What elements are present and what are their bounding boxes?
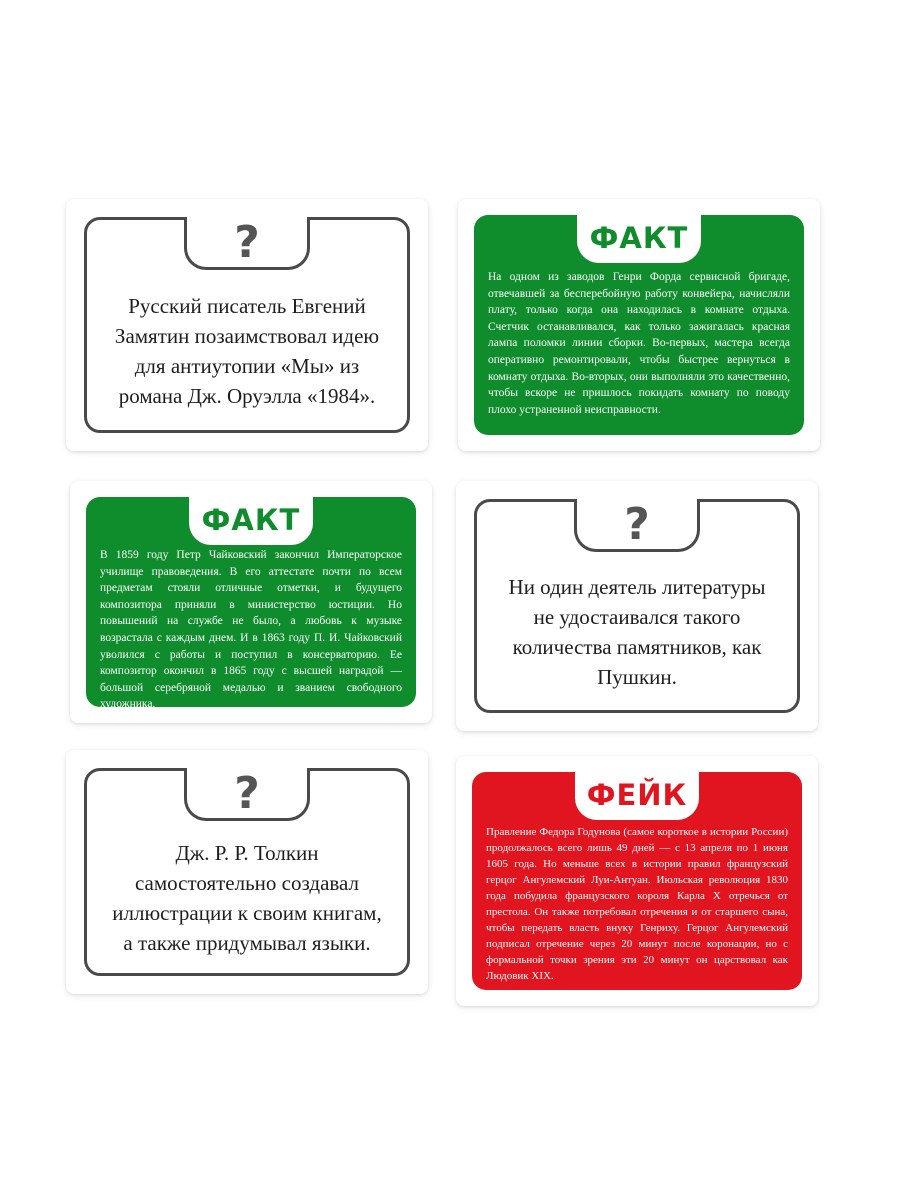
question-mark-icon: ? (624, 499, 650, 550)
fact-tab (577, 213, 701, 263)
question-frame (474, 499, 800, 713)
fact-text: В 1859 году Петр Чайковский закончил Императорское училище правоведения. В его аттестате почти по всем предметам стояли отличные отметки, и будущего композитора приняли в министерство юстиции. Но повышений на службе не было, а любовь к музыке возрастала с каждым днем. И в 1863 году П. И. Чайковский уволился с работы и поступил в консерваторию. Ее композитор окончил в 1865 году с высшей наградой — большой серебряной медалью и званием свободного художника. (100, 549, 402, 711)
fact-card-ford (458, 199, 820, 451)
question-mark-icon: ? (234, 217, 260, 268)
fake-card-godunov (456, 756, 818, 1006)
fact-panel (474, 215, 804, 435)
question-card-pushkin (456, 481, 818, 731)
question-tab (574, 499, 700, 552)
question-card-zamyatin (66, 199, 428, 451)
question-tab (184, 217, 310, 270)
question-frame (84, 768, 410, 976)
question-card-tolkien (66, 750, 428, 994)
fake-tab (575, 770, 699, 820)
question-text: Ни один деятель литературы не удостаивался такого количества памятников, как Пушкин. (508, 575, 766, 689)
fake-text: Правление Федора Годунова (самое короткое в истории России) продолжалось всего лишь 49 дней — с 13 апреля по 1 июня 1605 года. Но меньше всех в истории правил французский герцог Ангулемский Луи-Антуан. Июльская революция 1830 года побудила французского короля Карла X отречься от престола. Он также потребовал отречения и от старшего сына, чтобы передать власть внуку Генриху. Герцог Ангулемский подписал отречение через 20 минут после коронации, но с формальной точки зрения эти 20 минут он царствовал как Людовик XIX. (486, 826, 788, 982)
question-text: Дж. Р. Р. Толкин самостоятельно создавал иллюстрации к своим книгам, а также придумывал языки. (112, 841, 382, 955)
fake-label: ФЕЙК (586, 777, 688, 812)
question-tab (184, 768, 310, 821)
fact-panel (86, 497, 416, 711)
fact-tab (189, 495, 313, 545)
fact-text: На одном из заводов Генри Форда сервисной бригаде, отвечавшей за бесперебойную работу конвейера, начисляли плату, только когда она находилась в комнате отдыха. Счетчик останавливался, как только зажигалась красная лампа поломки линии сборки. Во-первых, мастера всегда оперативно ремонтировали, чтобы быстрее вернуться в комнату отдыха. Во-вторых, они выполняли это качественно, чтобы вскоре не пришлось покидать комнату по поводу плохо устраненной неисправности. (488, 271, 790, 416)
question-text: Русский писатель Евгений Замятин позаимствовал идею для антиутопии «Мы» из романа Дж. Оруэлла «1984». (114, 294, 380, 408)
question-mark-icon: ? (234, 768, 260, 819)
question-frame (84, 217, 410, 433)
fake-panel (472, 772, 802, 990)
fact-label: ФАКТ (589, 220, 689, 255)
fact-card-tchaikovsky (70, 481, 432, 723)
fact-label: ФАКТ (201, 502, 301, 537)
